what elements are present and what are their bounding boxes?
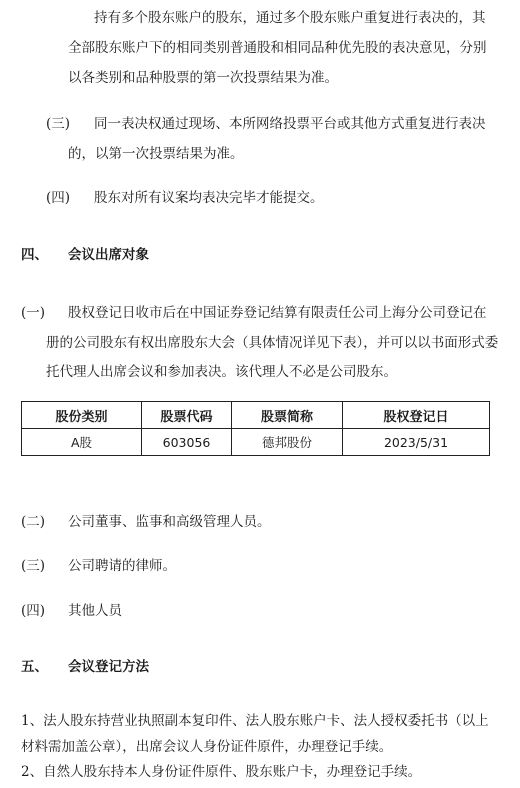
item-3-line: 同一表决权通过现场、本所网络投票平台或其他方式重复进行表决 bbox=[94, 116, 486, 132]
method-1-line: 1、法人股东持营业执照副本复印件、法人股东账户卡、法人授权委托书（以上 bbox=[21, 713, 489, 729]
table-header-cell: 股票代码 bbox=[142, 402, 232, 429]
section-5-heading bbox=[21, 657, 149, 677]
attendee-1-line: 股权登记日收市后在中国证券登记结算有限责任公司上海分公司登记在 bbox=[68, 305, 487, 321]
attendee-3-marker: (三) bbox=[21, 558, 46, 574]
method-1-line: 材料需加盖公章），出席会议人身份证件原件，办理登记手续。 bbox=[21, 739, 393, 755]
table-header-row bbox=[22, 402, 490, 429]
attendee-1-line: 托代理人出席会议和参加表决。该代理人不必是公司股东。 bbox=[46, 364, 397, 380]
paragraph-line: 持有多个股东账户的股东，通过多个股东账户重复进行表决的，其 bbox=[94, 10, 486, 26]
table-cell: 德邦股份 bbox=[232, 429, 343, 456]
attendee-1-marker: (一) bbox=[21, 305, 46, 321]
table-cell: 2023/5/31 bbox=[343, 429, 490, 456]
item-4-marker: (四) bbox=[46, 190, 71, 206]
section-5-title: 会议登记方法 bbox=[68, 659, 149, 675]
attendee-4-text: 其他人员 bbox=[68, 603, 122, 619]
paragraph-line: 以各类别和品种股票的第一次投票结果为准。 bbox=[68, 70, 338, 86]
item-4-text: 股东对所有议案均表决完毕才能提交。 bbox=[94, 190, 324, 206]
attendee-1-line: 册的公司股东有权出席股东大会（具体情况详见下表），并可以以书面形式委 bbox=[46, 335, 499, 351]
section-5-number: 五、 bbox=[21, 659, 48, 675]
attendee-3-text: 公司聘请的律师。 bbox=[68, 558, 176, 574]
section-4-title: 会议出席对象 bbox=[68, 247, 149, 263]
attendee-4-marker: (四) bbox=[21, 603, 46, 619]
table-cell: 603056 bbox=[142, 429, 232, 456]
registration-table bbox=[21, 401, 490, 456]
section-4-number: 四、 bbox=[21, 247, 48, 263]
item-3-marker: (三) bbox=[46, 116, 71, 132]
table-header-cell: 股权登记日 bbox=[343, 402, 490, 429]
table-cell: A股 bbox=[22, 429, 142, 456]
attendee-2-text: 公司董事、监事和高级管理人员。 bbox=[68, 514, 271, 530]
table-header-cell: 股份类别 bbox=[22, 402, 142, 429]
attendee-2-marker: (二) bbox=[21, 514, 46, 530]
table-header-cell: 股票简称 bbox=[232, 402, 343, 429]
section-4-heading bbox=[21, 245, 149, 265]
method-2-text: 2、自然人股东持本人身份证件原件、股东账户卡，办理登记手续。 bbox=[21, 764, 422, 780]
paragraph-line: 全部股东账户下的相同类别普通股和相同品种优先股的表决意见，分别 bbox=[68, 40, 487, 56]
item-3-line: 的，以第一次投票结果为准。 bbox=[68, 146, 244, 162]
table-row bbox=[22, 429, 490, 456]
